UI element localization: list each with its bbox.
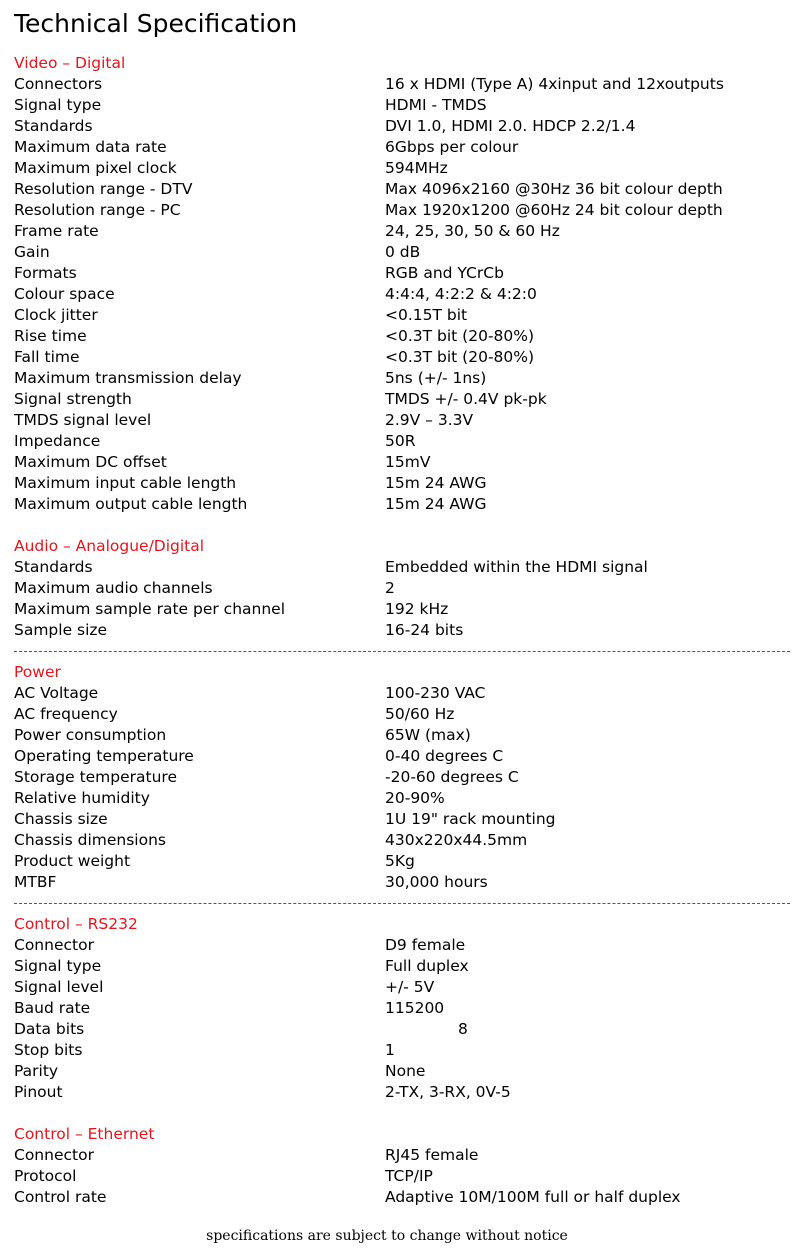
spec-row (0, 284, 800, 305)
spec-row (0, 872, 800, 893)
section-audio (0, 536, 800, 641)
spec-label: Connectors (14, 75, 103, 93)
spec-row (0, 998, 800, 1019)
spec-row (0, 389, 800, 410)
spec-row (0, 977, 800, 998)
spec-value: 24, 25, 30, 50 & 60 Hz (385, 222, 560, 240)
spec-label: Signal type (14, 957, 102, 975)
spec-value: 50/60 Hz (385, 705, 455, 723)
spec-row (0, 851, 800, 872)
spec-value: D9 female (385, 936, 466, 954)
section-heading: Audio – Analogue/Digital (14, 537, 205, 555)
spec-label: Maximum sample rate per channel (14, 600, 286, 618)
spec-row (0, 1061, 800, 1082)
spec-row (0, 74, 800, 95)
spec-value: 115200 (385, 999, 445, 1017)
spec-row (0, 1145, 800, 1166)
spec-value: 15mV (385, 453, 431, 471)
spec-value: 0 dB (385, 243, 421, 261)
spec-value: Embedded within the HDMI signal (385, 558, 648, 576)
dashed-line (14, 651, 790, 652)
spec-sections (0, 53, 800, 1208)
spec-value: RGB and YCrCb (385, 264, 504, 282)
spec-value: 2 (385, 579, 395, 597)
spec-row (0, 242, 800, 263)
spec-row (0, 599, 800, 620)
spec-label: Protocol (14, 1167, 77, 1185)
spec-row (0, 326, 800, 347)
spec-row (0, 305, 800, 326)
spec-row (0, 1166, 800, 1187)
spec-label: TMDS signal level (14, 411, 152, 429)
blank-line (0, 1103, 800, 1124)
spec-label: Sample size (14, 621, 108, 639)
spec-value: HDMI - TMDS (385, 96, 487, 114)
section-heading: Control – Ethernet (14, 1125, 155, 1143)
spec-label: Maximum transmission delay (14, 369, 242, 387)
spec-label: MTBF (14, 873, 57, 891)
spec-label: Parity (14, 1062, 59, 1080)
spec-label: Control rate (14, 1188, 107, 1206)
spec-row (0, 1040, 800, 1061)
spec-row (0, 221, 800, 242)
spec-label: Maximum data rate (14, 138, 167, 156)
spec-value: Full duplex (385, 957, 469, 975)
spec-row (0, 116, 800, 137)
spec-label: Standards (14, 558, 93, 576)
spec-row (0, 95, 800, 116)
spec-value: TCP/IP (385, 1167, 433, 1185)
spec-row (0, 158, 800, 179)
spec-value: Max 1920x1200 @60Hz 24 bit colour depth (385, 201, 723, 219)
spec-row (0, 704, 800, 725)
spec-value: 0-40 degrees C (385, 747, 504, 765)
spec-label: Chassis dimensions (14, 831, 166, 849)
spec-label: AC frequency (14, 705, 118, 723)
spec-row (0, 410, 800, 431)
section-video-digital (0, 53, 800, 515)
spec-row (0, 767, 800, 788)
spec-row (0, 935, 800, 956)
spec-label: Relative humidity (14, 789, 150, 807)
spec-label: Signal type (14, 96, 102, 114)
dashed-divider (0, 641, 800, 662)
spec-label: Pinout (14, 1083, 63, 1101)
spec-row (0, 578, 800, 599)
spec-label: Clock jitter (14, 306, 98, 324)
spec-row (0, 830, 800, 851)
spec-value: Adaptive 10M/100M full or half duplex (385, 1188, 681, 1206)
spec-row (0, 368, 800, 389)
footer-note: specifications are subject to change without notice (206, 1228, 568, 1244)
spec-label: Maximum audio channels (14, 579, 213, 597)
section-heading: Control – RS232 (14, 915, 138, 933)
spec-row (0, 746, 800, 767)
spec-value: Max 4096x2160 @30Hz 36 bit colour depth (385, 180, 723, 198)
spec-value: 430x220x44.5mm (385, 831, 528, 849)
blank-line (0, 515, 800, 536)
spec-value: RJ45 female (385, 1146, 479, 1164)
spec-row (0, 137, 800, 158)
spec-value: 16-24 bits (385, 621, 464, 639)
spec-value: 2.9V – 3.3V (385, 411, 474, 429)
spec-label: Rise time (14, 327, 87, 345)
spec-row (0, 1187, 800, 1208)
spec-row (0, 473, 800, 494)
spec-label: Impedance (14, 432, 101, 450)
spec-label: Frame rate (14, 222, 99, 240)
spec-label: Product weight (14, 852, 131, 870)
spec-label: Resolution range - DTV (14, 180, 193, 198)
section-heading: Video – Digital (14, 54, 126, 72)
spec-value: <0.15T bit (385, 306, 468, 324)
spec-label: Stop bits (14, 1041, 83, 1059)
spec-label: Formats (14, 264, 77, 282)
spec-row (0, 1019, 800, 1040)
section-control-rs232 (0, 914, 800, 1103)
spec-label: Signal level (14, 978, 104, 996)
spec-row (0, 956, 800, 977)
spec-value: 192 kHz (385, 600, 449, 618)
spec-value: <0.3T bit (20-80%) (385, 348, 535, 366)
dashed-divider (0, 893, 800, 914)
spec-value: 20-90% (385, 789, 445, 807)
spec-value: -20-60 degrees C (385, 768, 519, 786)
spec-value: +/- 5V (385, 978, 435, 996)
spec-label: AC Voltage (14, 684, 99, 702)
spec-value: 2-TX, 3-RX, 0V-5 (385, 1083, 511, 1101)
spec-row (0, 683, 800, 704)
spec-label: Maximum pixel clock (14, 159, 177, 177)
spec-row (0, 809, 800, 830)
section-control-ethernet (0, 1124, 800, 1208)
spec-value: <0.3T bit (20-80%) (385, 327, 535, 345)
spec-label: Resolution range - PC (14, 201, 181, 219)
spec-row (0, 1082, 800, 1103)
spec-value: 4:4:4, 4:2:2 & 4:2:0 (385, 285, 537, 303)
spec-label: Connector (14, 936, 94, 954)
spec-label: Chassis size (14, 810, 108, 828)
spec-value: 5Kg (385, 852, 415, 870)
spec-row (0, 263, 800, 284)
spec-label: Connector (14, 1146, 94, 1164)
spec-label: Gain (14, 243, 50, 261)
spec-value: 65W (max) (385, 726, 471, 744)
spec-value: 594MHz (385, 159, 448, 177)
spec-value: 50R (385, 432, 416, 450)
spec-value: 1U 19" rack mounting (385, 810, 556, 828)
spec-label: Signal strength (14, 390, 132, 408)
page-title: Technical Specification (14, 9, 298, 38)
spec-value: 16 x HDMI (Type A) 4xinput and 12xoutputs (385, 75, 724, 93)
spec-value: 100-230 VAC (385, 684, 486, 702)
spec-row (0, 494, 800, 515)
spec-label: Maximum input cable length (14, 474, 237, 492)
spec-label: Fall time (14, 348, 80, 366)
spec-label: Maximum DC offset (14, 453, 167, 471)
spec-value: TMDS +/- 0.4V pk-pk (385, 390, 547, 408)
spec-label: Storage temperature (14, 768, 177, 786)
spec-row (0, 431, 800, 452)
section-power (0, 662, 800, 893)
spec-label: Power consumption (14, 726, 167, 744)
spec-row (0, 347, 800, 368)
spec-value: 15m 24 AWG (385, 495, 487, 513)
spec-value: 1 (385, 1041, 395, 1059)
spec-row (0, 788, 800, 809)
spec-row (0, 179, 800, 200)
spec-row (0, 557, 800, 578)
spec-value: 15m 24 AWG (385, 474, 487, 492)
spec-label: Operating temperature (14, 747, 194, 765)
spec-value: 30,000 hours (385, 873, 488, 891)
spec-value: 8 (458, 1020, 468, 1038)
spec-row (0, 200, 800, 221)
spec-label: Maximum output cable length (14, 495, 248, 513)
spec-value: DVI 1.0, HDMI 2.0. HDCP 2.2/1.4 (385, 117, 636, 135)
spec-value: 6Gbps per colour (385, 138, 519, 156)
spec-label: Data bits (14, 1020, 85, 1038)
spec-label: Standards (14, 117, 93, 135)
spec-label: Colour space (14, 285, 115, 303)
spec-value: 5ns (+/- 1ns) (385, 369, 487, 387)
spec-row (0, 452, 800, 473)
spec-label: Baud rate (14, 999, 91, 1017)
section-heading: Power (14, 663, 61, 681)
spec-row (0, 620, 800, 641)
dashed-line (14, 903, 790, 904)
spec-row (0, 725, 800, 746)
spec-value: None (385, 1062, 426, 1080)
